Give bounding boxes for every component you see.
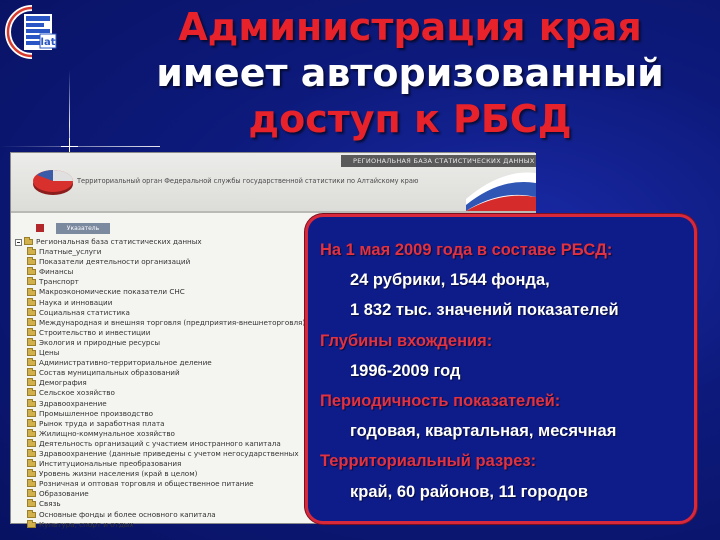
folder-icon: [27, 360, 36, 366]
tree-item[interactable]: [15, 449, 315, 459]
folder-icon: [27, 340, 36, 346]
tree-item[interactable]: [15, 348, 315, 358]
tree-item-label: Цены: [39, 348, 60, 358]
book-icon: [36, 224, 44, 232]
folder-icon: [27, 411, 36, 417]
folder-icon: [27, 249, 36, 255]
tree-item[interactable]: [15, 378, 315, 388]
tree-item[interactable]: [15, 277, 315, 287]
folder-icon: [27, 350, 36, 356]
folder-icon: [27, 370, 36, 376]
tree-item[interactable]: [15, 399, 315, 409]
folder-icon: [27, 451, 36, 457]
tree-item[interactable]: [15, 489, 315, 499]
folder-icon: [27, 481, 36, 487]
folder-icon: [27, 310, 36, 316]
rosstat-logo: [4, 4, 60, 60]
decorative-horizontal-line: [0, 146, 160, 147]
tree-item[interactable]: [15, 429, 315, 439]
tree-item-label: Деятельность организаций с участием иностранного капитала: [39, 438, 281, 448]
tree-item-label: Институциональные преобразования: [39, 459, 182, 469]
title-line-2: имеет авторизованный: [156, 51, 664, 95]
info-value: 1996-2009 год: [350, 361, 461, 380]
tree-item[interactable]: [15, 257, 315, 267]
folder-icon: [27, 279, 36, 285]
tree-item-label: Состав муниципальных образований: [39, 368, 180, 378]
tree-item-label: Социальная статистика: [39, 307, 130, 317]
title-line-1: Администрация края: [178, 5, 642, 49]
folder-icon: [27, 491, 36, 497]
folder-icon: [27, 431, 36, 437]
folder-icon: [27, 259, 36, 265]
info-heading: Территориальный разрез:: [320, 452, 537, 471]
folder-icon: [27, 421, 36, 427]
info-heading: Глубины вхождения:: [320, 331, 493, 350]
collapse-icon[interactable]: [15, 239, 22, 246]
tree-item[interactable]: [15, 510, 315, 520]
tree-item[interactable]: [15, 298, 315, 308]
tree-item-label: Рынок труда и заработная плата: [39, 418, 165, 428]
tree-item-label: Платные_услуги: [39, 247, 102, 257]
tree-item-label: Уровень жизни населения (край в целом): [39, 469, 198, 479]
flag-graphic: [466, 169, 536, 211]
tree-item[interactable]: [15, 328, 315, 338]
tree-item[interactable]: [15, 419, 315, 429]
rbsd-info-box: [305, 214, 697, 524]
tree-root[interactable]: [15, 237, 315, 247]
tree-item[interactable]: [15, 479, 315, 489]
info-heading: На 1 мая 2009 года в составе РБСД:: [320, 241, 613, 259]
tree-item[interactable]: [15, 247, 315, 257]
tree-item[interactable]: [15, 308, 315, 318]
website-subtitle: Территориальный орган Федеральной службы государственной статистики по Алтайскому краю: [77, 177, 419, 185]
folder-icon: [27, 269, 36, 275]
tree-item-label: Транспорт: [39, 277, 79, 287]
tree-item-label: Розничная и оптовая торговля и общественное питание: [39, 479, 254, 489]
folder-icon: [27, 461, 36, 467]
tree-item-label: Международная и внешняя торговля (предприятия-внешнеторговля): [39, 317, 306, 327]
tree-item-label: Культура, спорт и отдых: [39, 519, 134, 529]
tree-item-label: Макроэкономические показатели СНС: [39, 287, 185, 297]
website-banner: РЕГИОНАЛЬНАЯ БАЗА СТАТИСТИЧЕСКИХ ДАННЫХ: [341, 155, 536, 167]
tree-item-label: Строительство и инвестиции: [39, 327, 151, 337]
tree-item-label: Основные фонды и более основного капитала: [39, 509, 216, 519]
tree-item[interactable]: [15, 459, 315, 469]
tree-item-label: Демография: [39, 378, 87, 388]
tree-item-label: Образование: [39, 489, 89, 499]
tree-item[interactable]: [15, 409, 315, 419]
folder-icon: [27, 380, 36, 386]
tree-item-label: Здравоохранение (данные приведены с учетом негосударственных: [39, 448, 299, 458]
folder-icon: [27, 501, 36, 507]
index-button[interactable]: Указатель: [56, 223, 110, 234]
tree-item[interactable]: [15, 439, 315, 449]
tree-item-label: Экология и природные ресурсы: [39, 337, 161, 347]
tree-item-label: Связь: [39, 499, 61, 509]
folder-icon: [27, 330, 36, 336]
tree-item[interactable]: [15, 287, 315, 297]
tree-item-label: Промышленное производство: [39, 408, 154, 418]
header-divider: [11, 211, 536, 213]
tree-item-label: Административно-территориальное деление: [39, 358, 212, 368]
tree-item-label: Жилищно-коммунальное хозяйство: [39, 428, 175, 438]
pie-chart-icon: [31, 165, 75, 199]
title-line-3: доступ к РБСД: [248, 97, 572, 141]
folder-icon: [27, 522, 36, 528]
info-value: годовая, квартальная, месячная: [350, 422, 617, 441]
tree-item[interactable]: [15, 499, 315, 509]
folder-icon: [27, 320, 36, 326]
svg-text:lat: lat: [40, 37, 56, 48]
info-value: 1 832 тыс. значений показателей: [350, 301, 619, 320]
folder-icon: [27, 441, 36, 447]
folder-icon: [24, 239, 33, 245]
tree-item[interactable]: [15, 318, 315, 328]
tree-item[interactable]: [15, 358, 315, 368]
tree-item-label: Здравоохранение: [39, 398, 107, 408]
tree-item-label: Финансы: [39, 267, 74, 277]
folder-icon: [27, 300, 36, 306]
folder-icon: [27, 390, 36, 396]
folder-icon: [27, 471, 36, 477]
info-value: 24 рубрики, 1544 фонда,: [350, 271, 550, 290]
tree-item[interactable]: [15, 469, 315, 479]
tree-item[interactable]: [15, 368, 315, 378]
tree-item-label: Наука и инновации: [39, 297, 113, 307]
tree-item[interactable]: [15, 338, 315, 348]
tree-item[interactable]: [15, 520, 315, 530]
folder-icon: [27, 512, 36, 518]
slide-title: [100, 4, 720, 142]
catalog-tree: [15, 237, 315, 530]
info-value: край, 60 районов, 11 городов: [350, 482, 588, 501]
folder-icon: [27, 290, 36, 296]
folder-icon: [27, 401, 36, 407]
tree-root-label: Региональная база статистических данных: [36, 237, 202, 246]
tree-item[interactable]: [15, 267, 315, 277]
tree-item-label: Показатели деятельности организаций: [39, 257, 191, 267]
tree-item[interactable]: [15, 388, 315, 398]
tree-item-label: Сельское хозяйство: [39, 388, 115, 398]
info-heading: Периодичность показателей:: [320, 392, 561, 411]
